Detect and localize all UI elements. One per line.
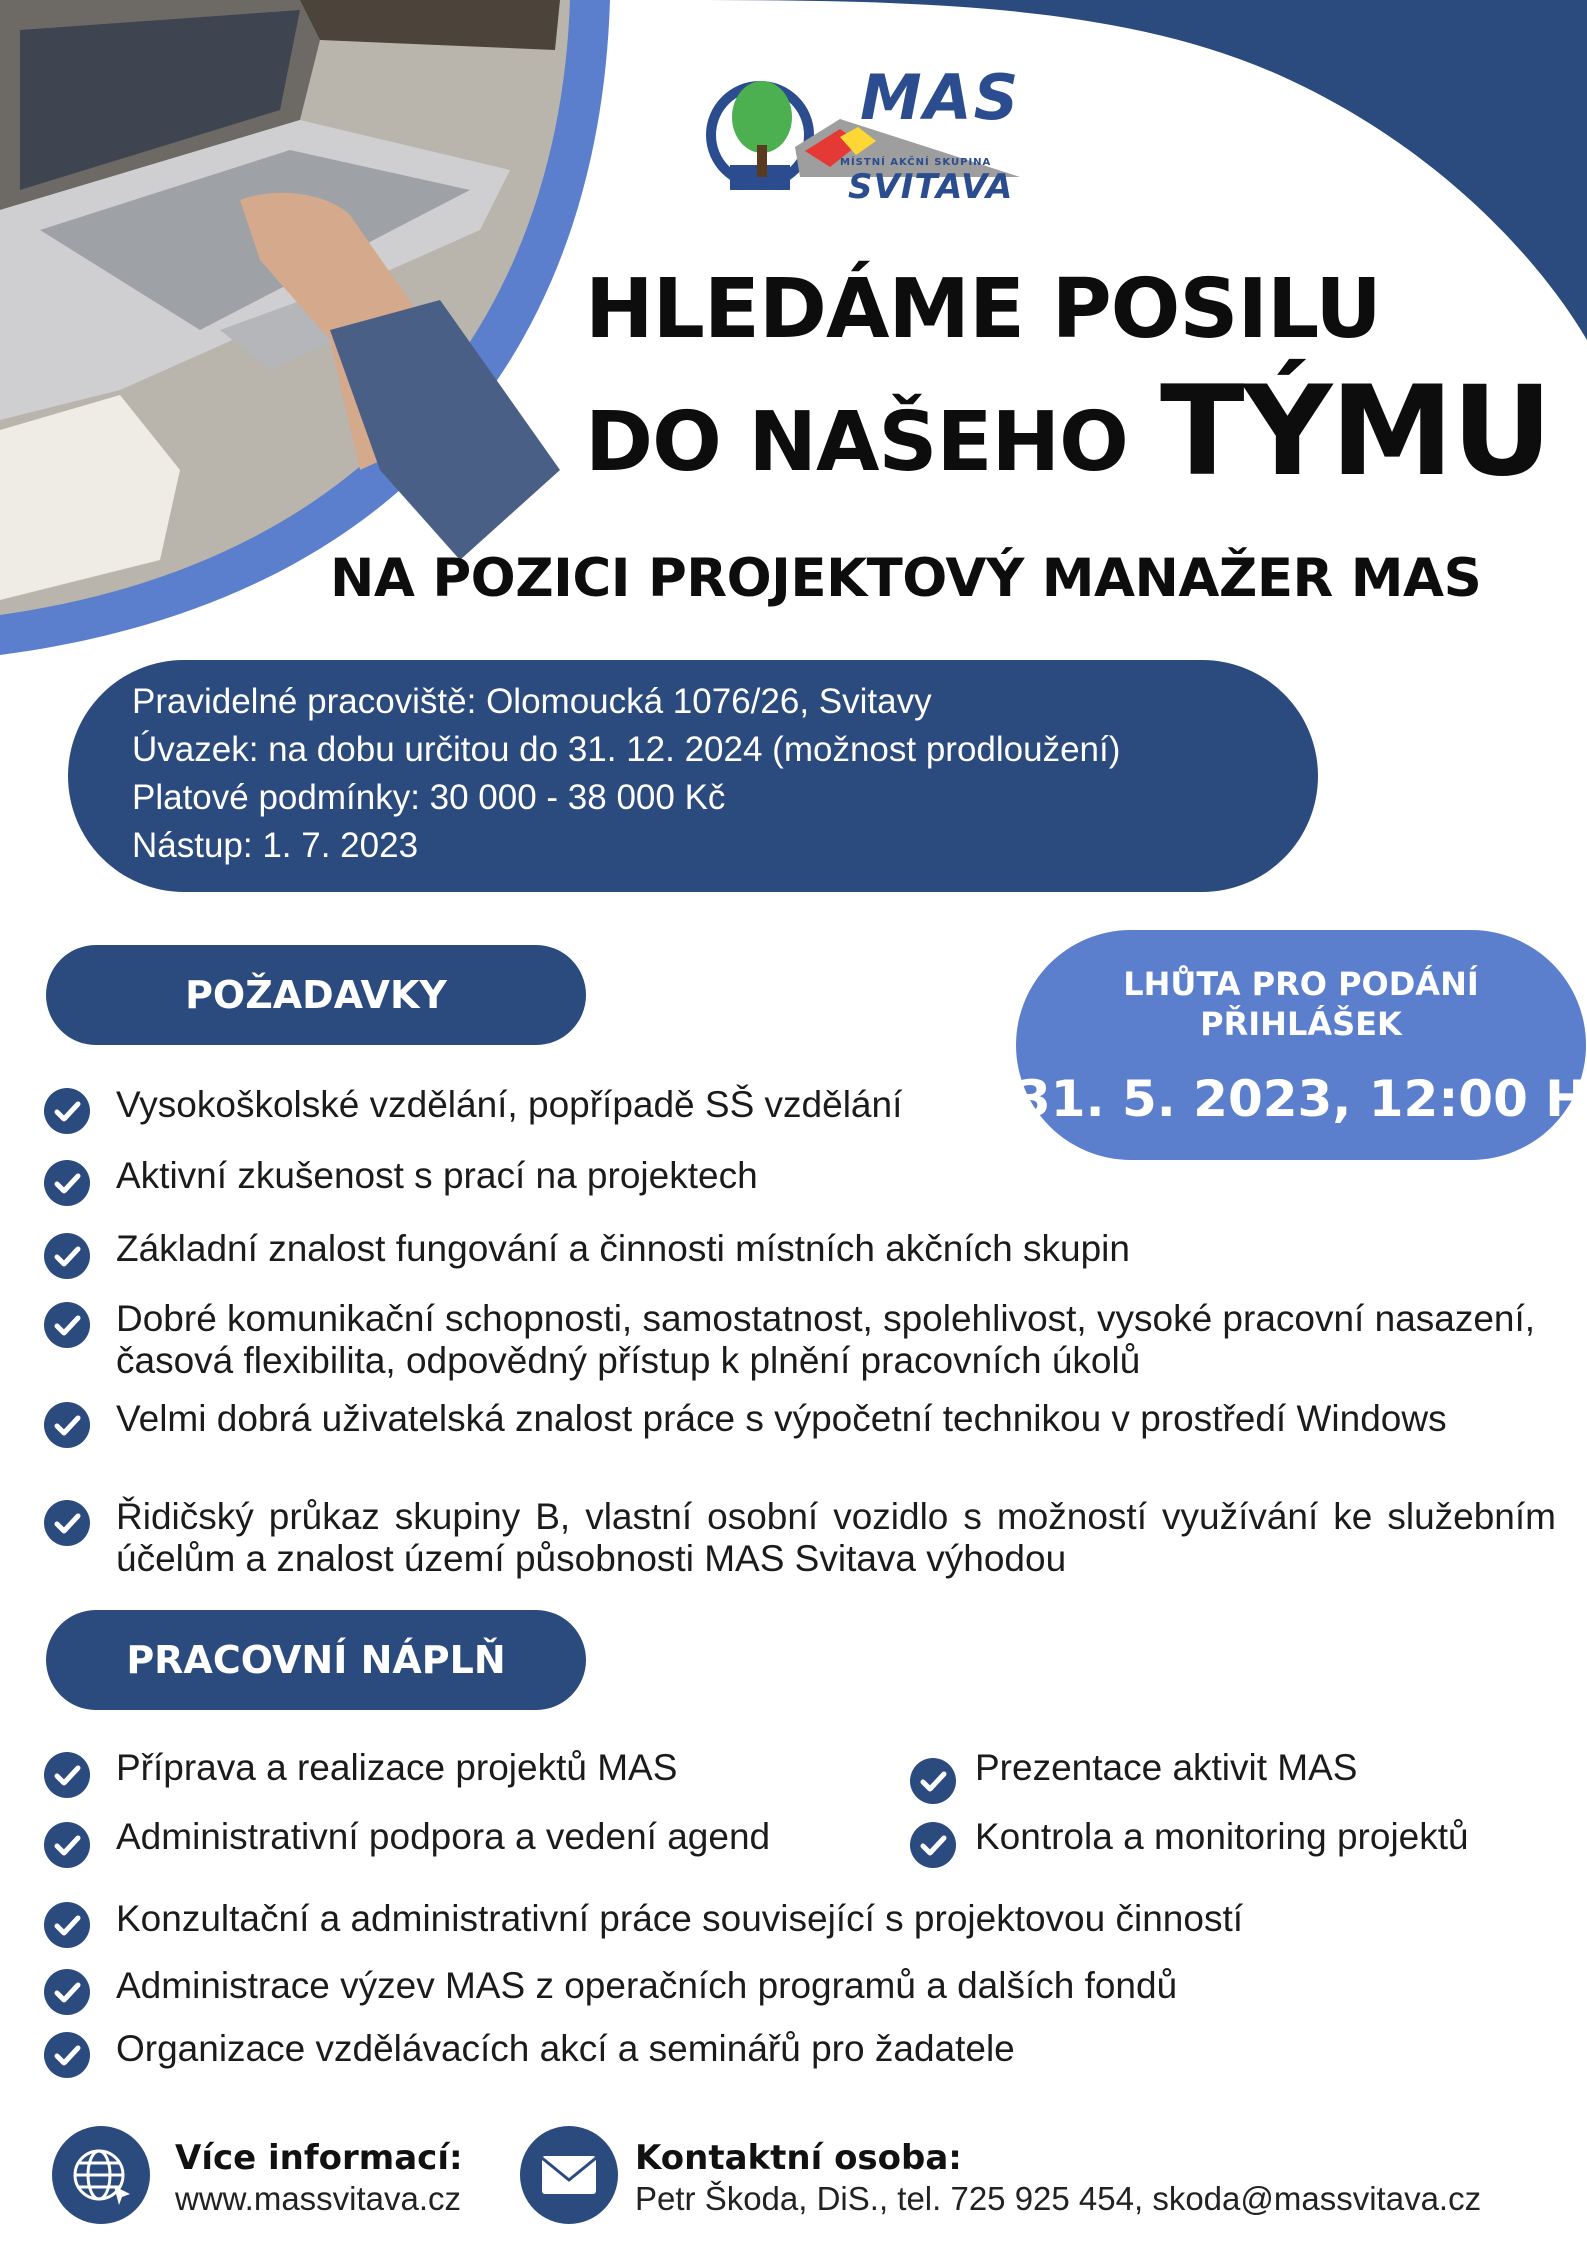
work-item: Administrace výzev MAS z operačních programů a dalších fondů xyxy=(116,1965,1178,2006)
work-item: Konzultační a administrativní práce související s projektovou činností xyxy=(116,1898,1244,1939)
requirements-heading: POŽADAVKY xyxy=(46,945,586,1045)
work-item: Prezentace aktivit MAS xyxy=(975,1747,1358,1788)
requirement-item: Řidičský průkaz skupiny B, vlastní osobní vozidlo s možností využívání ke služebním účelům a znalost území působnosti MAS Svitava výhodou xyxy=(116,1496,1556,1579)
deadline-badge xyxy=(1016,930,1586,1160)
job-info-box xyxy=(68,660,1318,892)
check-icon xyxy=(44,1160,90,1206)
logo-subtitle: MÍSTNÍ AKČNÍ SKUPINA xyxy=(840,157,992,168)
envelope-icon xyxy=(520,2126,618,2224)
requirement-item: Velmi dobrá uživatelská znalost práce s výpočetní technikou v prostředí Windows xyxy=(116,1398,1447,1439)
info-workplace: Pravidelné pracoviště: Olomoucká 1076/26, Svitavy xyxy=(132,682,932,721)
check-icon xyxy=(44,1088,90,1134)
check-icon xyxy=(44,1822,90,1868)
check-icon xyxy=(44,1500,90,1546)
logo-mas-text: MAS xyxy=(860,61,1021,134)
check-icon xyxy=(44,1902,90,1948)
check-icon xyxy=(44,1402,90,1448)
work-item: Kontrola a monitoring projektů xyxy=(975,1816,1469,1857)
check-icon xyxy=(44,1969,90,2015)
check-icon xyxy=(910,1822,956,1868)
info-salary: Platové podmínky: 30 000 - 38 000 Kč xyxy=(132,778,726,817)
headline-line-2: DO NAŠEHO xyxy=(585,395,1128,490)
check-icon xyxy=(44,2032,90,2078)
work-item: Organizace vzdělávacích akcí a seminářů pro žadatele xyxy=(116,2028,1015,2069)
mas-svitava-logo xyxy=(700,55,1030,215)
info-contract: Úvazek: na dobu určitou do 31. 12. 2024 (možnost prodloužení) xyxy=(132,730,1121,769)
headline-team-word: TÝMU xyxy=(1160,360,1551,504)
info-start: Nástup: 1. 7. 2023 xyxy=(132,826,419,865)
check-icon xyxy=(910,1758,956,1804)
contact-details: Petr Škoda, DiS., tel. 725 925 454, skoda@massvitava.cz xyxy=(635,2180,1482,2217)
check-icon xyxy=(44,1233,90,1279)
requirement-item: Aktivní zkušenost s prací na projektech xyxy=(116,1155,758,1196)
check-icon xyxy=(44,1302,90,1348)
logo-svitava-text: SVITAVA xyxy=(848,167,1014,207)
position-title: NA POZICI PROJEKTOVÝ MANAŽER MAS xyxy=(330,548,1482,609)
check-icon xyxy=(44,1752,90,1798)
headline-line-1: HLEDÁME POSILU xyxy=(585,262,1381,357)
deadline-date: 31. 5. 2023, 12:00 H xyxy=(1016,1070,1587,1128)
requirement-item: Dobré komunikační schopnosti, samostatnost, spolehlivost, vysoké pracovní nasazení, časová flexibilita, odpovědný přístup k plnění pracovních úkolů xyxy=(116,1298,1536,1381)
deadline-label-line-1: LHŮTA PRO PODÁNÍ xyxy=(1123,965,1479,1003)
requirement-item: Vysokoškolské vzdělání, popřípadě SŠ vzdělání xyxy=(116,1084,903,1125)
deadline-label-line-2: PŘIHLÁŠEK xyxy=(1200,1005,1402,1043)
work-heading: PRACOVNÍ NÁPLŇ xyxy=(46,1610,586,1710)
more-info-label: Více informací: xyxy=(175,2138,463,2178)
work-item: Administrativní podpora a vedení agend xyxy=(116,1816,771,1857)
globe-icon xyxy=(52,2126,150,2224)
work-item: Příprava a realizace projektů MAS xyxy=(116,1747,678,1788)
contact-person-label: Kontaktní osoba: xyxy=(635,2138,962,2178)
deadline-label xyxy=(1016,964,1586,1044)
requirement-item: Základní znalost fungování a činnosti místních akčních skupin xyxy=(116,1228,1130,1269)
website-link[interactable]: www.massvitava.cz xyxy=(175,2180,462,2217)
